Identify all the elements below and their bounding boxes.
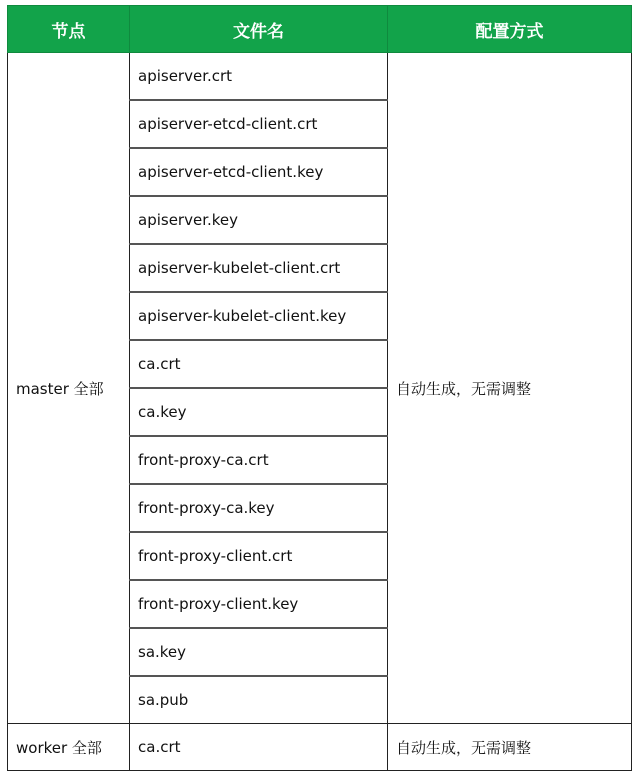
filename-cell: apiserver-kubelet-client.key (130, 292, 388, 340)
filename-cell: apiserver-etcd-client.key (130, 148, 388, 196)
filename-cell: front-proxy-ca.key (130, 484, 388, 532)
filename-cell: front-proxy-ca.crt (130, 436, 388, 484)
header-node: 节点 (8, 6, 130, 53)
filename-cell: apiserver.crt (130, 53, 388, 101)
filename-cell: sa.key (130, 628, 388, 676)
config-mode-cell-worker: 自动生成，无需调整 (388, 724, 632, 771)
filename-cell: front-proxy-client.key (130, 580, 388, 628)
header-config-mode: 配置方式 (388, 6, 632, 53)
node-cell-master: master 全部 (8, 53, 130, 724)
header-row (8, 6, 632, 53)
filename-cell: sa.pub (130, 676, 388, 724)
filename-cell: apiserver-etcd-client.crt (130, 100, 388, 148)
filename-cell: ca.crt (130, 724, 388, 771)
filename-cell: front-proxy-client.crt (130, 532, 388, 580)
cert-table-container (7, 5, 631, 771)
config-mode-cell-master: 自动生成，无需调整 (388, 53, 632, 724)
filename-cell: apiserver-kubelet-client.crt (130, 244, 388, 292)
table-row (8, 53, 632, 101)
node-cell-worker: worker 全部 (8, 724, 130, 771)
filename-cell: ca.key (130, 388, 388, 436)
cert-table (7, 5, 632, 771)
table-row (8, 724, 632, 771)
header-filename: 文件名 (130, 6, 388, 53)
filename-cell: ca.crt (130, 340, 388, 388)
filename-cell: apiserver.key (130, 196, 388, 244)
